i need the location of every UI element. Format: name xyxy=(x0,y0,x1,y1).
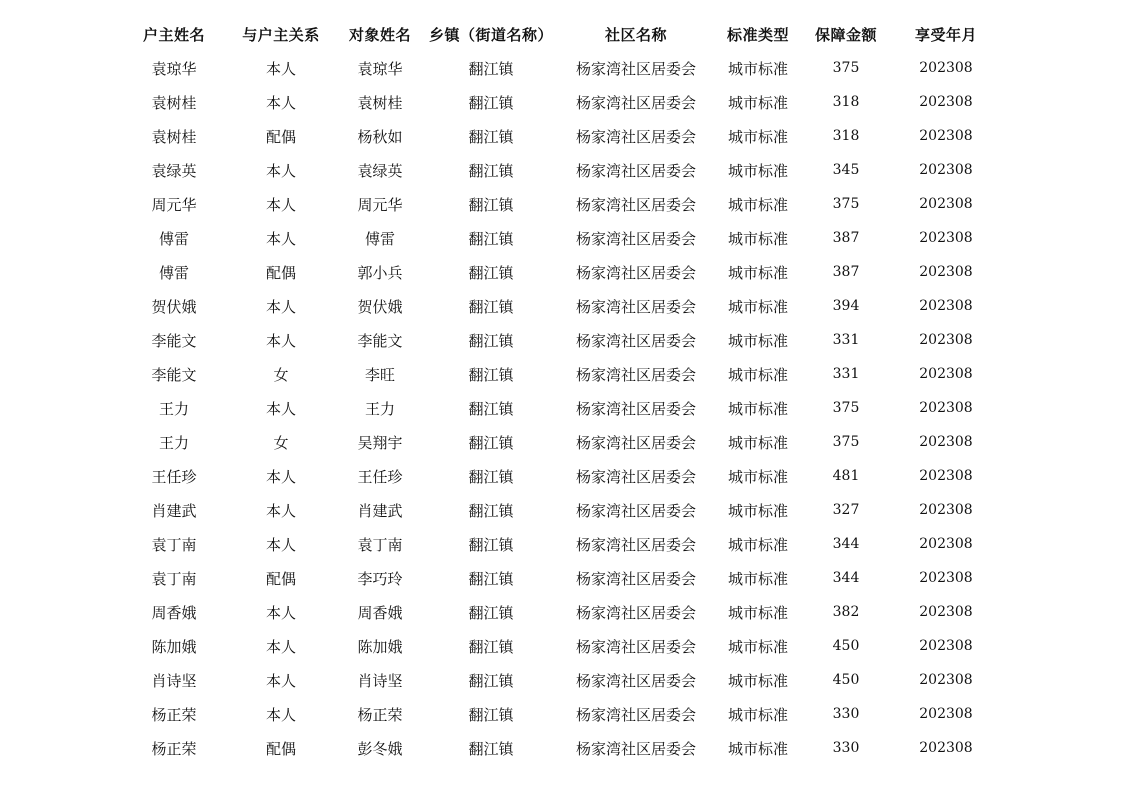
standard-type-cell: 城市标准 xyxy=(727,637,788,656)
period-cell: 202308 xyxy=(919,264,973,280)
town-cell: 翻江镇 xyxy=(468,637,514,656)
recipient-name-cell: 肖建武 xyxy=(357,501,403,520)
relation-cell: 本人 xyxy=(265,93,296,112)
standard-type-cell: 城市标准 xyxy=(727,59,788,78)
household-head-cell: 肖建武 xyxy=(151,501,197,520)
amount-cell: 375 xyxy=(832,400,860,416)
table-row xyxy=(118,187,998,221)
relation-cell: 本人 xyxy=(265,467,296,486)
town-cell: 翻江镇 xyxy=(468,127,514,146)
table-row xyxy=(118,629,998,663)
table-row xyxy=(118,663,998,697)
recipient-name-cell: 李旺 xyxy=(364,365,395,384)
standard-type-cell: 城市标准 xyxy=(727,297,788,316)
household-head-cell: 肖诗坚 xyxy=(151,671,197,690)
community-cell: 杨家湾社区居委会 xyxy=(575,467,696,486)
relation-cell: 女 xyxy=(273,365,289,384)
relation-cell: 本人 xyxy=(265,535,296,554)
period-cell: 202308 xyxy=(919,536,973,552)
community-cell: 杨家湾社区居委会 xyxy=(575,161,696,180)
column-header: 保障金额 xyxy=(814,25,877,44)
period-cell: 202308 xyxy=(919,638,973,654)
recipient-name-cell: 袁绿英 xyxy=(357,161,403,180)
amount-cell: 387 xyxy=(832,264,860,280)
recipient-name-cell: 肖诗坚 xyxy=(357,671,403,690)
town-cell: 翻江镇 xyxy=(468,569,514,588)
relation-cell: 配偶 xyxy=(265,127,296,146)
relation-cell: 本人 xyxy=(265,161,296,180)
recipient-name-cell: 王任珍 xyxy=(357,467,403,486)
household-head-cell: 李能文 xyxy=(151,331,197,350)
town-cell: 翻江镇 xyxy=(468,229,514,248)
community-cell: 杨家湾社区居委会 xyxy=(575,501,696,520)
period-cell: 202308 xyxy=(919,468,973,484)
relation-cell: 配偶 xyxy=(265,569,296,588)
amount-cell: 318 xyxy=(832,128,860,144)
relation-cell: 本人 xyxy=(265,671,296,690)
standard-type-cell: 城市标准 xyxy=(727,331,788,350)
community-cell: 杨家湾社区居委会 xyxy=(575,263,696,282)
table-row xyxy=(118,357,998,391)
community-cell: 杨家湾社区居委会 xyxy=(575,331,696,350)
column-header: 社区名称 xyxy=(604,25,667,44)
amount-cell: 450 xyxy=(832,638,860,654)
community-cell: 杨家湾社区居委会 xyxy=(575,229,696,248)
household-head-cell: 杨正荣 xyxy=(151,705,197,724)
column-header: 与户主关系 xyxy=(242,25,320,44)
period-cell: 202308 xyxy=(919,196,973,212)
town-cell: 翻江镇 xyxy=(468,331,514,350)
standard-type-cell: 城市标准 xyxy=(727,127,788,146)
recipient-name-cell: 傅雷 xyxy=(364,229,395,248)
recipient-name-cell: 杨秋如 xyxy=(357,127,403,146)
recipient-name-cell: 李巧玲 xyxy=(357,569,403,588)
relation-cell: 配偶 xyxy=(265,739,296,758)
relation-cell: 本人 xyxy=(265,501,296,520)
recipient-name-cell: 郭小兵 xyxy=(357,263,403,282)
household-head-cell: 袁绿英 xyxy=(151,161,197,180)
period-cell: 202308 xyxy=(919,298,973,314)
period-cell: 202308 xyxy=(919,604,973,620)
recipient-name-cell: 贺伏娥 xyxy=(357,297,403,316)
relation-cell: 本人 xyxy=(265,399,296,418)
table-row xyxy=(118,697,998,731)
recipient-name-cell: 周香娥 xyxy=(357,603,403,622)
relation-cell: 本人 xyxy=(265,705,296,724)
household-head-cell: 杨正荣 xyxy=(151,739,197,758)
period-cell: 202308 xyxy=(919,672,973,688)
relation-cell: 女 xyxy=(273,433,289,452)
town-cell: 翻江镇 xyxy=(468,263,514,282)
table-row xyxy=(118,731,998,765)
relation-cell: 本人 xyxy=(265,229,296,248)
recipient-name-cell: 周元华 xyxy=(357,195,403,214)
community-cell: 杨家湾社区居委会 xyxy=(575,671,696,690)
standard-type-cell: 城市标准 xyxy=(727,467,788,486)
relation-cell: 本人 xyxy=(265,59,296,78)
column-header: 乡镇（街道名称） xyxy=(428,25,553,44)
period-cell: 202308 xyxy=(919,740,973,756)
table-row xyxy=(118,459,998,493)
period-cell: 202308 xyxy=(919,94,973,110)
period-cell: 202308 xyxy=(919,400,973,416)
town-cell: 翻江镇 xyxy=(468,705,514,724)
table-row xyxy=(118,391,998,425)
recipient-name-cell: 袁丁南 xyxy=(357,535,403,554)
household-head-cell: 袁丁南 xyxy=(151,569,197,588)
period-cell: 202308 xyxy=(919,366,973,382)
community-cell: 杨家湾社区居委会 xyxy=(575,399,696,418)
period-cell: 202308 xyxy=(919,502,973,518)
community-cell: 杨家湾社区居委会 xyxy=(575,195,696,214)
recipient-name-cell: 李能文 xyxy=(357,331,403,350)
town-cell: 翻江镇 xyxy=(468,739,514,758)
household-head-cell: 陈加娥 xyxy=(151,637,197,656)
amount-cell: 331 xyxy=(832,366,860,382)
recipient-name-cell: 彭冬娥 xyxy=(357,739,403,758)
town-cell: 翻江镇 xyxy=(468,467,514,486)
household-head-cell: 傅雷 xyxy=(158,263,189,282)
amount-cell: 375 xyxy=(832,434,860,450)
household-head-cell: 袁树桂 xyxy=(151,93,197,112)
relation-cell: 本人 xyxy=(265,603,296,622)
period-cell: 202308 xyxy=(919,332,973,348)
amount-cell: 345 xyxy=(832,162,860,178)
amount-cell: 344 xyxy=(832,536,860,552)
period-cell: 202308 xyxy=(919,706,973,722)
town-cell: 翻江镇 xyxy=(468,195,514,214)
standard-type-cell: 城市标准 xyxy=(727,501,788,520)
standard-type-cell: 城市标准 xyxy=(727,263,788,282)
community-cell: 杨家湾社区居委会 xyxy=(575,433,696,452)
standard-type-cell: 城市标准 xyxy=(727,365,788,384)
relation-cell: 本人 xyxy=(265,297,296,316)
household-head-cell: 袁琼华 xyxy=(151,59,197,78)
community-cell: 杨家湾社区居委会 xyxy=(575,705,696,724)
amount-cell: 394 xyxy=(832,298,860,314)
column-header: 享受年月 xyxy=(914,25,977,44)
column-header: 户主姓名 xyxy=(142,25,205,44)
town-cell: 翻江镇 xyxy=(468,365,514,384)
town-cell: 翻江镇 xyxy=(468,297,514,316)
table-row xyxy=(118,51,998,85)
standard-type-cell: 城市标准 xyxy=(727,739,788,758)
period-cell: 202308 xyxy=(919,434,973,450)
household-head-cell: 李能文 xyxy=(151,365,197,384)
household-head-cell: 周香娥 xyxy=(151,603,197,622)
recipient-name-cell: 吴翔宇 xyxy=(357,433,403,452)
column-header: 标准类型 xyxy=(726,25,789,44)
table-row xyxy=(118,493,998,527)
amount-cell: 330 xyxy=(832,740,860,756)
standard-type-cell: 城市标准 xyxy=(727,535,788,554)
recipient-name-cell: 陈加娥 xyxy=(357,637,403,656)
table-body xyxy=(118,51,998,765)
town-cell: 翻江镇 xyxy=(468,501,514,520)
standard-type-cell: 城市标准 xyxy=(727,603,788,622)
subsidy-roster-table xyxy=(118,17,998,765)
town-cell: 翻江镇 xyxy=(468,93,514,112)
table-row xyxy=(118,119,998,153)
community-cell: 杨家湾社区居委会 xyxy=(575,297,696,316)
standard-type-cell: 城市标准 xyxy=(727,705,788,724)
amount-cell: 382 xyxy=(832,604,860,620)
standard-type-cell: 城市标准 xyxy=(727,93,788,112)
community-cell: 杨家湾社区居委会 xyxy=(575,365,696,384)
household-head-cell: 周元华 xyxy=(151,195,197,214)
household-head-cell: 傅雷 xyxy=(158,229,189,248)
town-cell: 翻江镇 xyxy=(468,433,514,452)
recipient-name-cell: 袁琼华 xyxy=(357,59,403,78)
household-head-cell: 袁树桂 xyxy=(151,127,197,146)
standard-type-cell: 城市标准 xyxy=(727,569,788,588)
relation-cell: 本人 xyxy=(265,195,296,214)
amount-cell: 481 xyxy=(832,468,860,484)
community-cell: 杨家湾社区居委会 xyxy=(575,535,696,554)
standard-type-cell: 城市标准 xyxy=(727,399,788,418)
table-row xyxy=(118,153,998,187)
period-cell: 202308 xyxy=(919,162,973,178)
household-head-cell: 王任珍 xyxy=(151,467,197,486)
town-cell: 翻江镇 xyxy=(468,535,514,554)
standard-type-cell: 城市标准 xyxy=(727,229,788,248)
recipient-name-cell: 袁树桂 xyxy=(357,93,403,112)
table-row xyxy=(118,527,998,561)
amount-cell: 450 xyxy=(832,672,860,688)
community-cell: 杨家湾社区居委会 xyxy=(575,603,696,622)
period-cell: 202308 xyxy=(919,128,973,144)
household-head-cell: 王力 xyxy=(158,433,189,452)
amount-cell: 387 xyxy=(832,230,860,246)
community-cell: 杨家湾社区居委会 xyxy=(575,59,696,78)
table-row xyxy=(118,255,998,289)
community-cell: 杨家湾社区居委会 xyxy=(575,739,696,758)
table-row xyxy=(118,289,998,323)
relation-cell: 配偶 xyxy=(265,263,296,282)
community-cell: 杨家湾社区居委会 xyxy=(575,637,696,656)
amount-cell: 375 xyxy=(832,60,860,76)
amount-cell: 375 xyxy=(832,196,860,212)
table-row xyxy=(118,221,998,255)
period-cell: 202308 xyxy=(919,60,973,76)
relation-cell: 本人 xyxy=(265,637,296,656)
community-cell: 杨家湾社区居委会 xyxy=(575,127,696,146)
town-cell: 翻江镇 xyxy=(468,671,514,690)
column-header: 对象姓名 xyxy=(348,25,411,44)
recipient-name-cell: 杨正荣 xyxy=(357,705,403,724)
household-head-cell: 王力 xyxy=(158,399,189,418)
relation-cell: 本人 xyxy=(265,331,296,350)
amount-cell: 330 xyxy=(832,706,860,722)
household-head-cell: 贺伏娥 xyxy=(151,297,197,316)
amount-cell: 331 xyxy=(832,332,860,348)
community-cell: 杨家湾社区居委会 xyxy=(575,569,696,588)
period-cell: 202308 xyxy=(919,570,973,586)
table-row xyxy=(118,323,998,357)
standard-type-cell: 城市标准 xyxy=(727,433,788,452)
standard-type-cell: 城市标准 xyxy=(727,161,788,180)
amount-cell: 327 xyxy=(832,502,860,518)
amount-cell: 344 xyxy=(832,570,860,586)
town-cell: 翻江镇 xyxy=(468,161,514,180)
town-cell: 翻江镇 xyxy=(468,59,514,78)
town-cell: 翻江镇 xyxy=(468,399,514,418)
recipient-name-cell: 王力 xyxy=(364,399,395,418)
table-row xyxy=(118,425,998,459)
community-cell: 杨家湾社区居委会 xyxy=(575,93,696,112)
table-row xyxy=(118,561,998,595)
amount-cell: 318 xyxy=(832,94,860,110)
table-row xyxy=(118,595,998,629)
town-cell: 翻江镇 xyxy=(468,603,514,622)
standard-type-cell: 城市标准 xyxy=(727,195,788,214)
table-header-row xyxy=(118,17,998,51)
period-cell: 202308 xyxy=(919,230,973,246)
standard-type-cell: 城市标准 xyxy=(727,671,788,690)
table-row xyxy=(118,85,998,119)
household-head-cell: 袁丁南 xyxy=(151,535,197,554)
